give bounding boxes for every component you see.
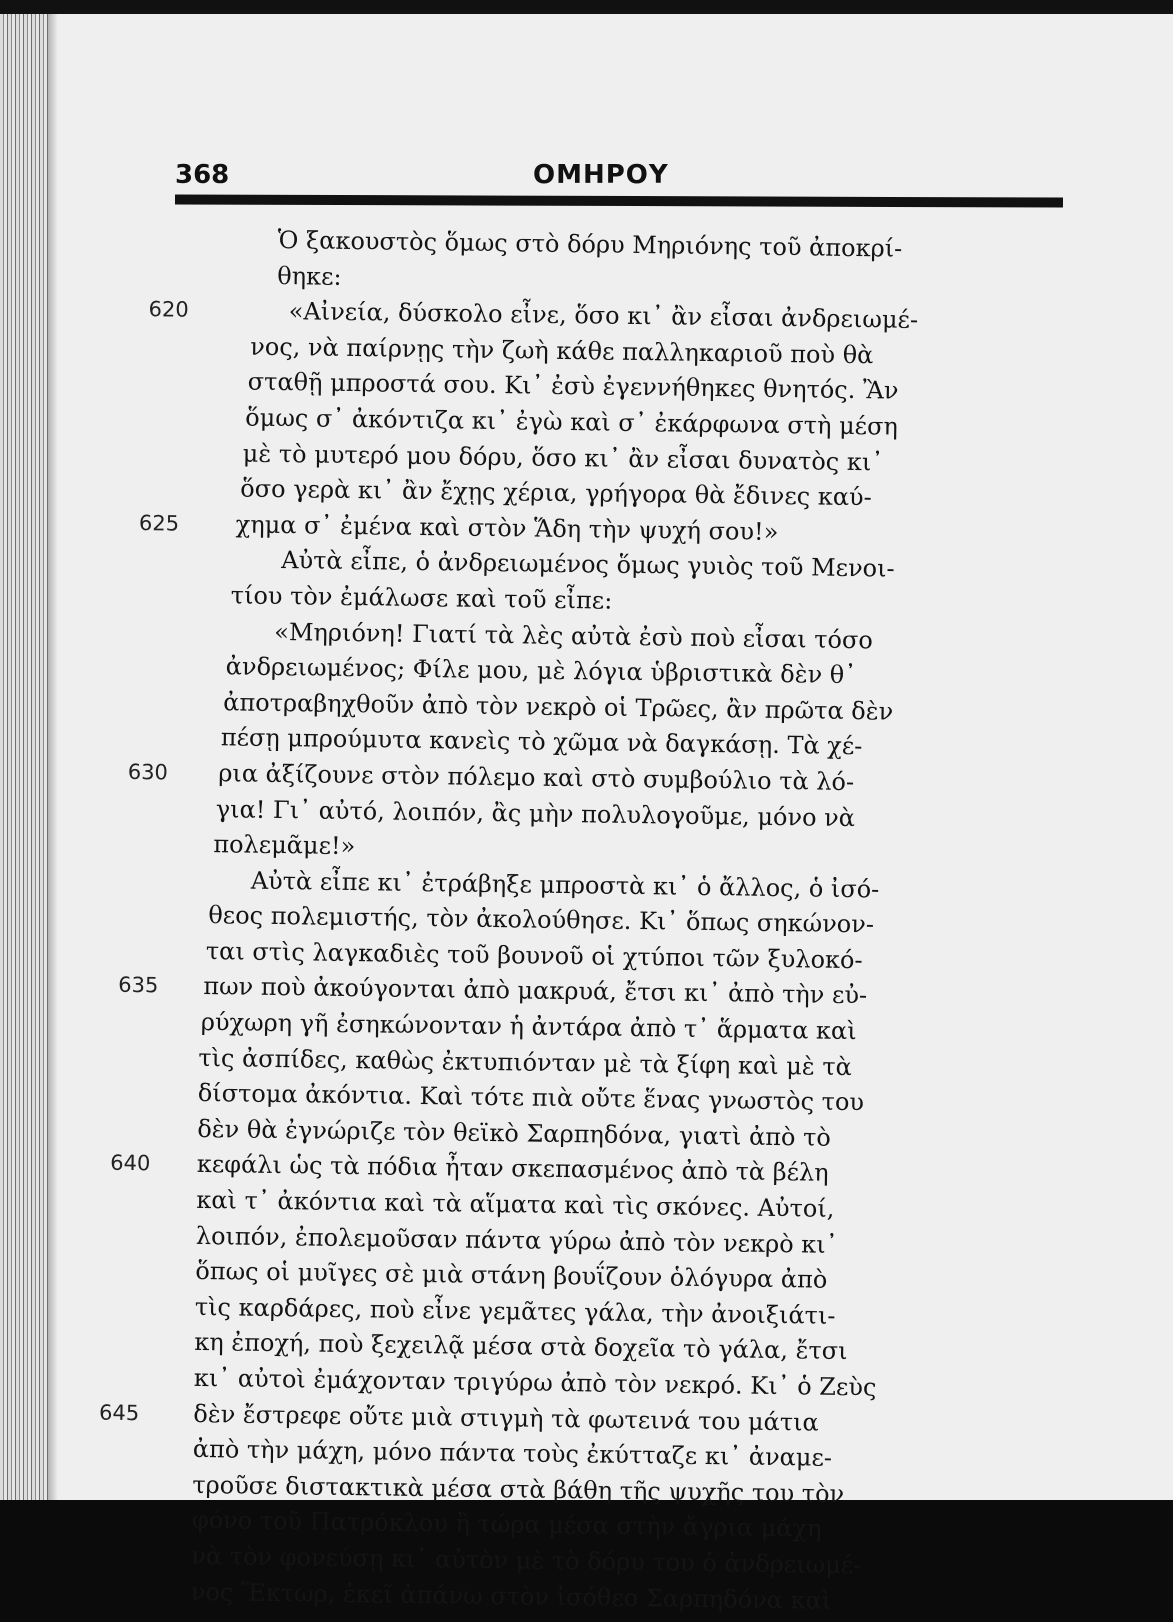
verse-line-number: 640 <box>110 1151 151 1176</box>
line-text: κι᾽ αὐτοὶ ἐμάχονταν τριγύρω ἀπὸ τὸν νεκρό. Κι᾽ ὁ Ζεὺς <box>193 1363 877 1402</box>
line-text: «Μηριόνη! Γιατί τὰ λὲς αὐτὰ ἐσὺ ποὺ εἶσαι τόσο <box>274 617 874 654</box>
line-text: πων ποὺ ἀκούγονται ἀπὸ μακρυά, ἔτσι κι᾽ ἀπὸ τὴν εὐ- <box>203 972 868 1010</box>
line-text: καὶ τ᾽ ἀκόντια καὶ τὰ αἵματα καὶ τὶς σκόνες. Αὐτοί, <box>196 1185 835 1223</box>
line-text: ται στὶς λαγκαδιὲς τοῦ βουνοῦ οἱ χτύποι τῶν ξυλοκό- <box>205 936 863 975</box>
line-text: δὲν ἔστρεφε οὔτε μιὰ στιγμὴ τὰ φωτεινά του μάτια <box>193 1399 819 1437</box>
line-text: ἀποτραβηχθοῦν ἀπὸ τὸν νεκρὸ οἱ Τρῶες, ἂν πρῶτα δὲν <box>223 687 894 726</box>
line-text: νος, νὰ παίρνῃς τὴν ζωὴ κάθε παλληκαριοῦ ποὺ θὰ <box>250 332 874 370</box>
line-text: τὶς ἀσπίδες, καθὼς ἐκτυπιόνταν μὲ τὰ ξίφη καὶ μὲ τὰ <box>198 1043 853 1081</box>
page-header <box>175 152 1060 196</box>
line-text: χημα σ᾽ ἐμένα καὶ στὸν Ἅδη τὴν ψυχή σου!» <box>235 510 779 546</box>
verse-line-number: 620 <box>148 297 189 322</box>
line-text: κη ἐποχή, ποὺ ξεχειλᾷ μέσα στὰ δοχεῖα τὸ γάλα, ἔτσι <box>194 1328 848 1366</box>
line-text: σταθῇ μπροστά σου. Κι᾽ ἐσὺ ἐγεννήθηκες θνητός. Ἂν <box>247 367 899 406</box>
line-text: «Αἰνεία, δύσκολο εἶνε, ὅσο κι᾽ ἂν εἶσαι ἀνδρειωμέ- <box>288 297 919 335</box>
header-rule <box>175 194 1063 207</box>
line-text: κεφάλι ὡς τὰ πόδια ἦταν σκεπασμένος ἀπὸ τὰ βέλη <box>196 1150 829 1188</box>
line-text: Αὐτὰ εἶπε κι᾽ ἐτράβηξε μπροστὰ κι᾽ ὁ ἄλλος, ὁ ἰσό- <box>250 866 880 904</box>
line-text: για! Γι᾽ αὐτό, λοιπόν, ἂς μὴν πολυλογοῦμε, μόνο νὰ <box>215 794 856 832</box>
page-number: 368 <box>175 160 230 190</box>
line-text: Αὐτὰ εἶπε, ὁ ἀνδρειωμένος ὅμως γυιὸς τοῦ Μενοι- <box>281 546 895 583</box>
line-text: λοιπόν, ἐπολεμοῦσαν πάντα γύρω ἀπὸ τὸν νεκρὸ κι᾽ <box>195 1221 838 1259</box>
scan-top-border <box>0 0 1173 14</box>
line-text: τίου τὸν ἐμάλωσε καὶ τοῦ εἶπε: <box>230 581 613 615</box>
line-text: πέσῃ μπρούμυτα κανεὶς τὸ χῶμα νὰ δαγκάσῃ. Τὰ χέ- <box>220 723 863 761</box>
line-text: θηκε: <box>277 261 342 291</box>
line-text: τροῦσε διστακτικὰ μέσα στὰ βάθη τῆς ψυχῆς του τὸν <box>192 1470 845 1508</box>
line-text: ὅμως σ᾽ ἀκόντιζα κι᾽ ἐγὼ καὶ σ᾽ ἐκάρφωνα στὴ μέση <box>245 403 899 441</box>
line-text: ρύχωρη γῆ ἐσηκώνονταν ἡ ἀντάρα ἀπὸ τ᾽ ἅρματα καὶ <box>200 1008 857 1046</box>
stacked-page-edges <box>0 14 48 1500</box>
line-text: Ὁ ξακουστὸς ὅμως στὸ δόρυ Μηριόνης τοῦ ἀποκρί- <box>277 225 903 263</box>
line-text: τὶς καρδάρες, ποὺ εἶνε γεμᾶτες γάλα, τὴν ἀνοιξιάτι- <box>194 1292 836 1330</box>
line-text: δίστομα ἀκόντια. Καὶ τότε πιὰ οὔτε ἕνας γνωστὸς του <box>197 1079 865 1117</box>
line-text: νος Ἕκτωρ, ἐκεῖ ἀπάνω στὸν ἰσόθεο Σαρπηδόνα καὶ <box>190 1577 832 1615</box>
line-text: θεος πολεμιστής, τὸν ἀκολούθησε. Κι᾽ ὅπως σηκώνον- <box>208 901 875 939</box>
binding-shadow <box>48 14 58 1500</box>
body-text <box>98 222 1060 1622</box>
verse-line-number: 645 <box>98 1400 140 1425</box>
line-text: φόνο τοῦ Πατρόκλου ἢ τώρα μέσα στὴν ἄγρια μάχη <box>191 1506 822 1544</box>
line-text: ὅπως οἱ μυῖγες σὲ μιὰ στάνη βουΐζουν ὁλόγυρα ἀπὸ <box>195 1257 828 1294</box>
line-text: νὰ τὸν φονεύσῃ κι᾽ αὐτὸν μὲ τὸ δόρυ του ὁ ἀνδρειωμέ- <box>191 1541 862 1580</box>
verse-line-number: 625 <box>138 510 180 536</box>
line-text: πολεμᾶμε!» <box>213 830 356 861</box>
line-text: ἀνδρειωμένος; Φίλε μου, μὲ λόγια ὑβριστικὰ δὲν θ᾽ <box>225 652 857 690</box>
line-text: μὲ τὸ μυτερό μου δόρυ, ὅσο κι᾽ ἂν εἶσαι δυνατὸς κι᾽ <box>242 439 884 476</box>
running-title: ΟΜΗΡΟΥ <box>533 160 669 190</box>
line-text: ὅσο γερὰ κι᾽ ἂν ἔχῃς χέρια, γρήγορα θὰ ἔδινες καύ- <box>240 474 872 512</box>
verse-line-number: 630 <box>127 759 169 785</box>
line-text: ἀπὸ τὴν μάχη, μόνο πάντα τοὺς ἐκύτταζε κι᾽ ἀναμε- <box>192 1435 833 1472</box>
line-text: δὲν θὰ ἐγνώριζε τὸν θεϊκὸ Σαρπηδόνα, γιατὶ ἀπὸ τὸ <box>197 1114 832 1152</box>
line-text: ρια ἀξίζουνε στὸν πόλεμο καὶ στὸ συμβούλιο τὰ λό- <box>218 759 855 796</box>
verse-line-number: 635 <box>118 973 159 998</box>
